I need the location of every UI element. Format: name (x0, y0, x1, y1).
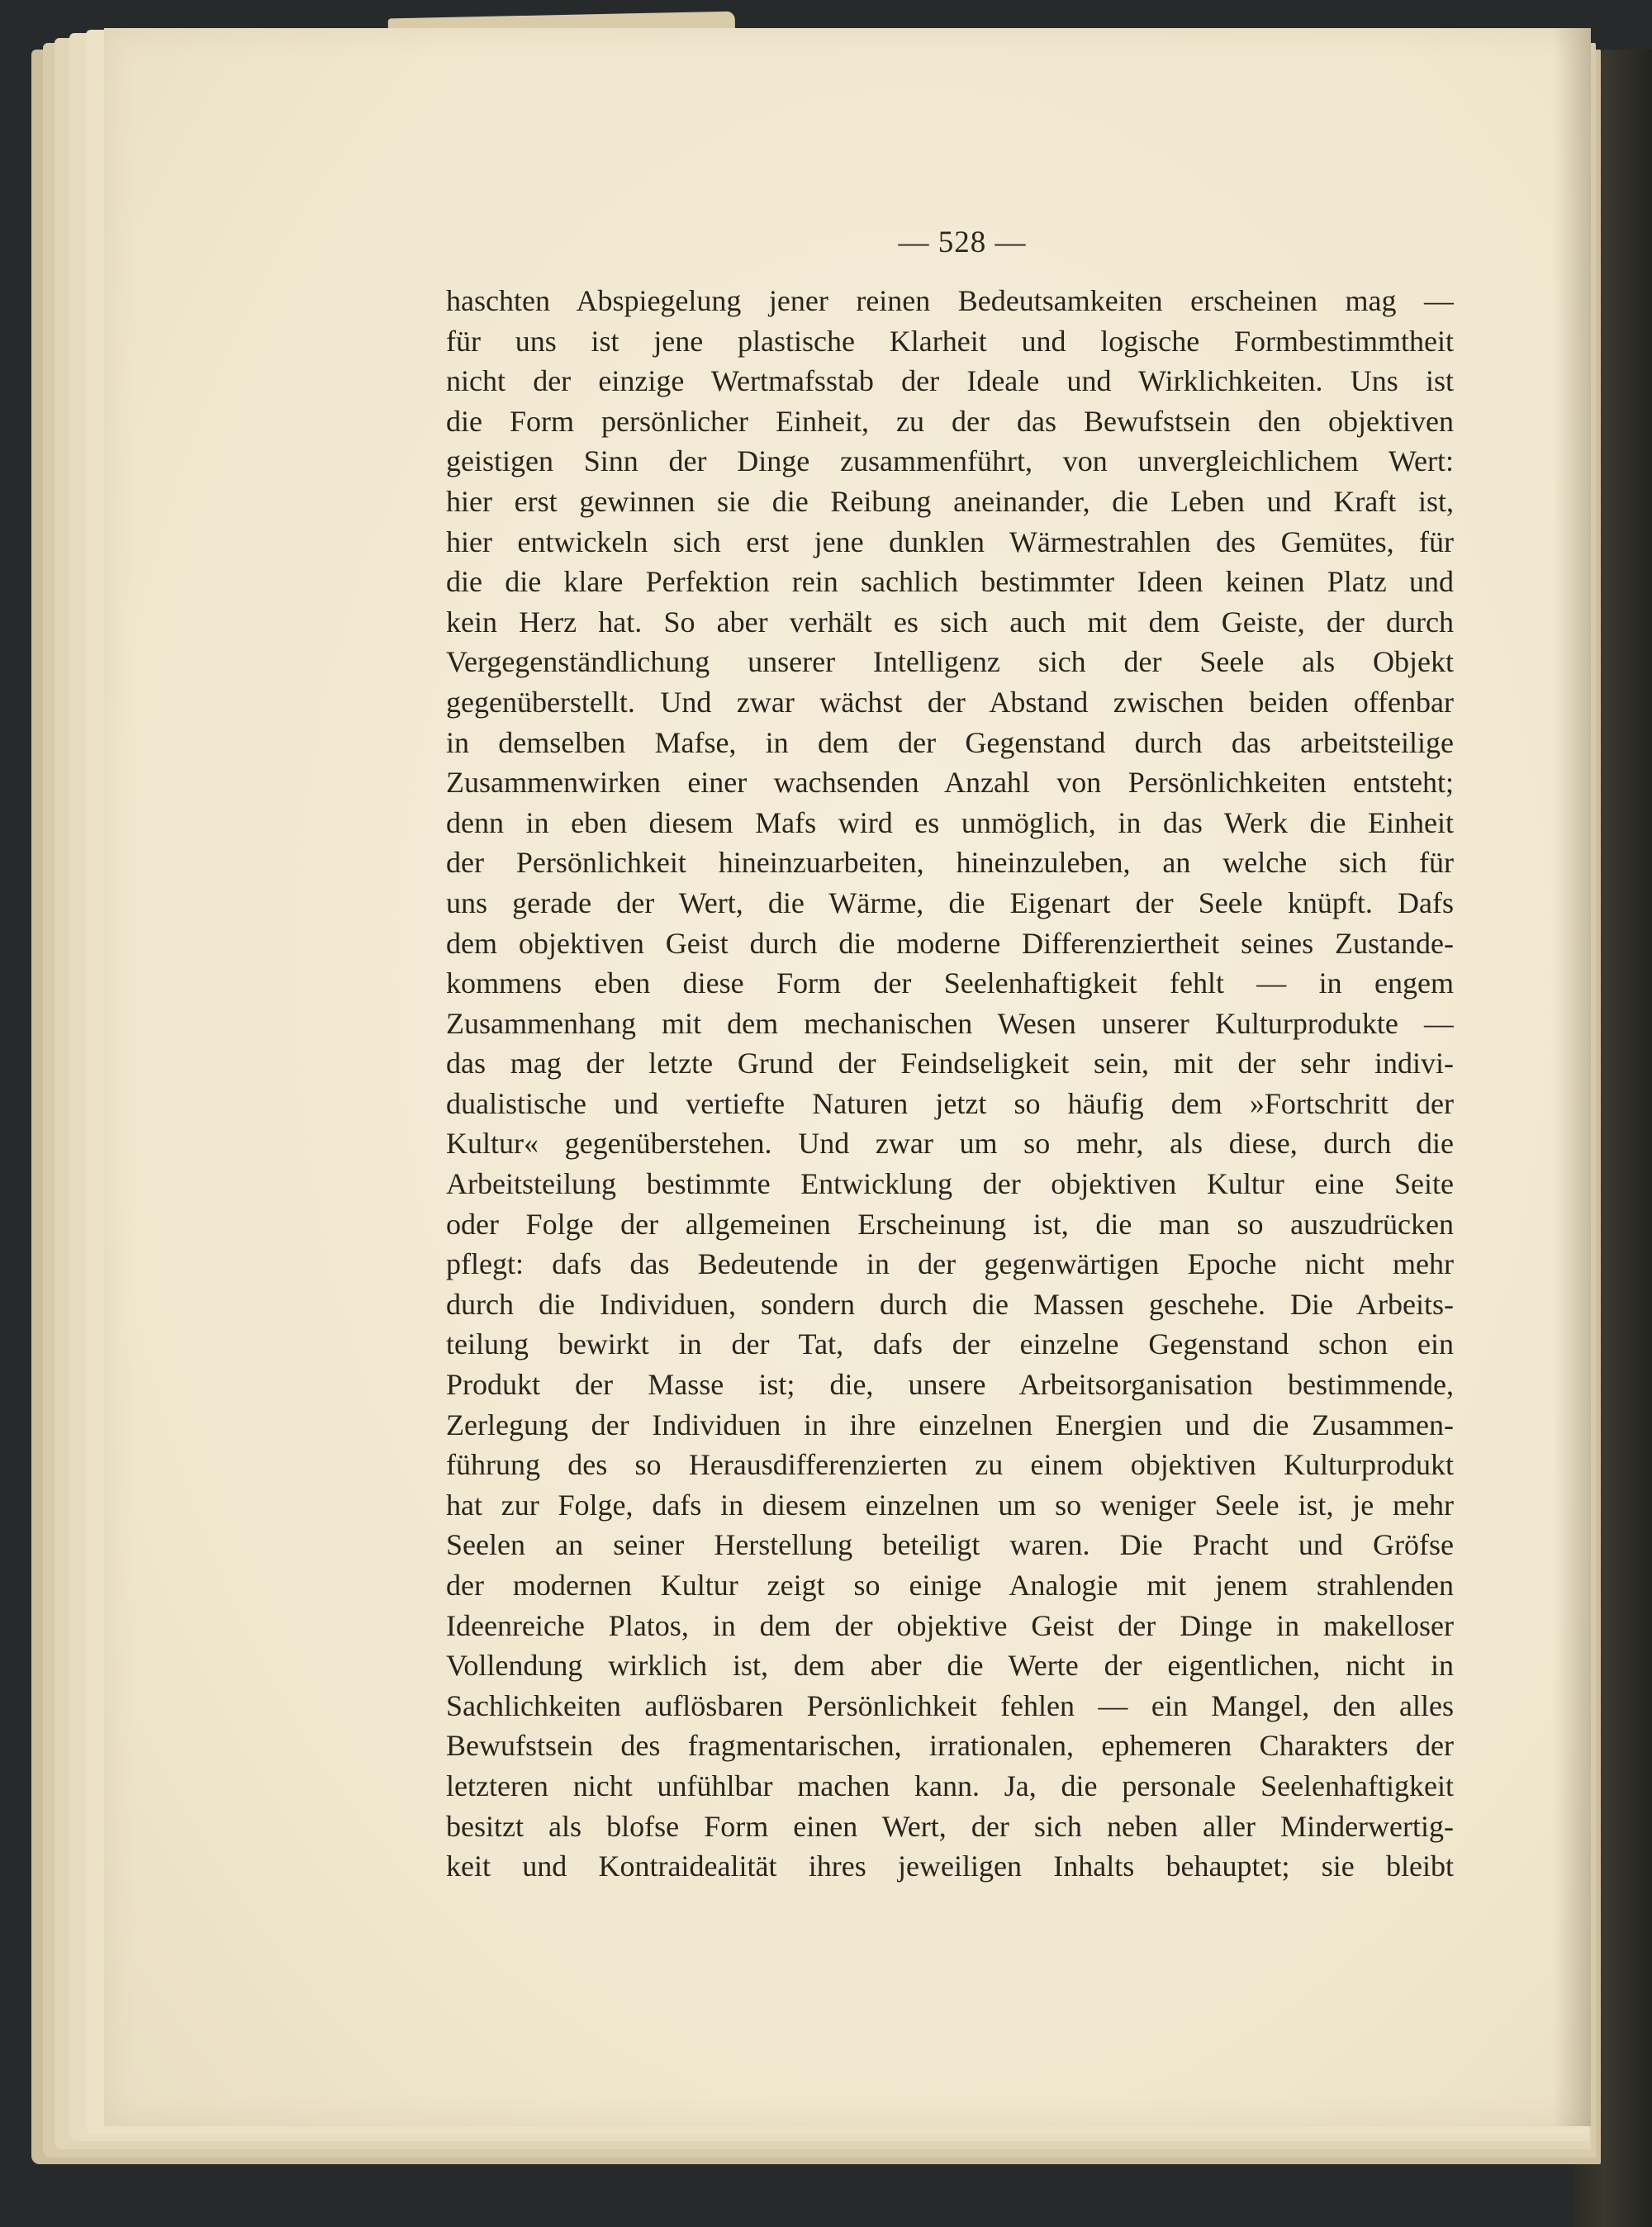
text-line: die die klare Perfektion rein sachlich bestimmter Ideen keinen Platz und (446, 565, 1454, 599)
text-line: durch die Individuen, sondern durch die Massen geschehe. Die Arbeits- (446, 1287, 1454, 1321)
text-line: der modernen Kultur zeigt so einige Analogie mit jenem strahlenden (446, 1569, 1454, 1602)
text-line: hat zur Folge, dafs in diesem einzelnen um so weniger Seele ist, je mehr (446, 1488, 1454, 1522)
text-line: besitzt als blofse Form einen Wert, der sich neben aller Minderwertig- (446, 1809, 1454, 1843)
text-line: oder Folge der allgemeinen Erscheinung ist, die man so auszudrücken (446, 1207, 1454, 1241)
text-line: dem objektiven Geist durch die moderne Differenziertheit seines Zustande- (446, 926, 1454, 960)
text-line: Produkt der Masse ist; die, unsere Arbeitsorganisation bestimmende, (446, 1368, 1454, 1402)
text-line: Arbeitsteilung bestimmte Entwicklung der objektiven Kultur eine Seite (446, 1167, 1454, 1201)
text-line: Bewufstsein des fragmentarischen, irrationalen, ephemeren Charakters der (446, 1729, 1454, 1763)
body-text (446, 281, 1454, 1887)
text-line: die Form persönlicher Einheit, zu der das Bewufstsein den objektiven (446, 404, 1454, 438)
text-line: der Persönlichkeit hineinzuarbeiten, hineinzuleben, an welche sich für (446, 846, 1454, 880)
text-line: denn in eben diesem Mafs wird es unmöglich, in das Werk die Einheit (446, 805, 1454, 839)
text-line: führung des so Herausdifferenzierten zu einem objektiven Kulturprodukt (446, 1448, 1454, 1482)
text-line: Zusammenwirken einer wachsenden Anzahl von Persönlichkeiten entsteht; (446, 766, 1454, 800)
page-number: — 528 — (898, 226, 1027, 259)
text-line: pflegt: dafs das Bedeutende in der gegenwärtigen Epoche nicht mehr (446, 1247, 1454, 1281)
text-line: Ideenreiche Platos, in dem der objektive Geist der Dinge in makelloser (446, 1608, 1454, 1642)
text-line: das mag der letzte Grund der Feindseligkeit sein, mit der sehr indivi- (446, 1047, 1454, 1080)
text-line: Zerlegung der Individuen in ihre einzelnen Energien und die Zusammen- (446, 1408, 1454, 1441)
text-line: Seelen an seiner Herstellung beteiligt waren. Die Pracht und Gröfse (446, 1528, 1454, 1562)
text-line: Vergegenständlichung unserer Intelligenz sich der Seele als Objekt (446, 645, 1454, 679)
text-line: keit und Kontraidealität ihres jeweiligen Inhalts behauptet; sie bleibt (446, 1850, 1454, 1883)
text-line: teilung bewirkt in der Tat, dafs der einzelne Gegenstand schon ein (446, 1327, 1454, 1361)
page-gutter-shadow (1553, 28, 1591, 2126)
text-line: kommens eben diese Form der Seelenhaftigkeit fehlt — in engem (446, 966, 1454, 1000)
text-line: Zusammenhang mit dem mechanischen Wesen unserer Kulturprodukte — (446, 1006, 1454, 1040)
text-line: hier erst gewinnen sie die Reibung aneinander, die Leben und Kraft ist, (446, 484, 1454, 518)
text-line: Sachlichkeiten auflösbaren Persönlichkeit fehlen — ein Mangel, den alles (446, 1688, 1454, 1722)
text-line: Kultur« gegenüberstehen. Und zwar um so mehr, als diese, durch die (446, 1127, 1454, 1161)
text-line: in demselben Mafse, in dem der Gegenstand durch das arbeitsteilige (446, 725, 1454, 759)
text-line: für uns ist jene plastische Klarheit und logische Formbestimmtheit (446, 324, 1454, 358)
text-line: hier entwickeln sich erst jene dunklen Wärmestrahlen des Gemütes, für (446, 525, 1454, 558)
text-line: letzteren nicht unfühlbar machen kann. Ja, die personale Seelenhaftigkeit (446, 1769, 1454, 1802)
text-line: nicht der einzige Wertmafsstab der Ideale und Wirklichkeiten. Uns ist (446, 364, 1454, 398)
text-line: kein Herz hat. So aber verhält es sich auch mit dem Geiste, der durch (446, 605, 1454, 639)
text-line: Vollendung wirklich ist, dem aber die Werte der eigentlichen, nicht in (446, 1649, 1454, 1683)
text-line: gegenüberstellt. Und zwar wächst der Abstand zwischen beiden offenbar (446, 685, 1454, 719)
text-line: uns gerade der Wert, die Wärme, die Eigenart der Seele knüpft. Dafs (446, 886, 1454, 919)
text-line: geistigen Sinn der Dinge zusammenführt, von unvergleichlichem Wert: (446, 444, 1454, 478)
text-line: dualistische und vertiefte Naturen jetzt so häufig dem »Fortschritt der (446, 1086, 1454, 1120)
text-line: haschten Abspiegelung jener reinen Bedeutsamkeiten erscheinen mag — (446, 284, 1454, 317)
